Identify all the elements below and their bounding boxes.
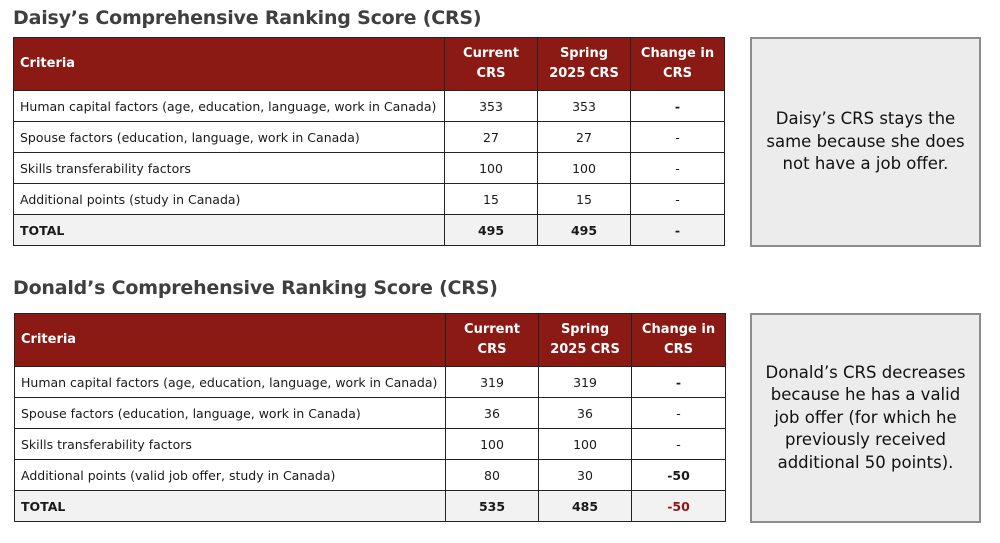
header-criteria: Criteria <box>15 314 446 367</box>
row-change: - <box>631 153 725 184</box>
daisy-section-title: Daisy’s Comprehensive Ranking Score (CRS) <box>13 7 482 29</box>
row-spring: 100 <box>539 429 632 460</box>
total-spring: 485 <box>539 491 632 522</box>
donald-note-text: Donald’s CRS decreases because he has a valid job offer (for which he previously received additional 50 points). <box>765 362 966 472</box>
row-current: 80 <box>446 460 539 491</box>
row-change: - <box>632 398 726 429</box>
row-current: 353 <box>445 91 538 122</box>
row-current: 36 <box>446 398 539 429</box>
row-criteria: Human capital factors (age, education, language, work in Canada) <box>15 367 446 398</box>
row-criteria: Skills transferability factors <box>14 153 445 184</box>
row-criteria: Human capital factors (age, education, language, work in Canada) <box>14 91 445 122</box>
row-spring: 100 <box>538 153 631 184</box>
row-current: 27 <box>445 122 538 153</box>
header-spring-2025-crs: Spring 2025 CRS <box>539 314 632 367</box>
row-current: 100 <box>446 429 539 460</box>
row-change: - <box>632 367 726 398</box>
donald-note-box <box>750 313 981 523</box>
row-spring: 15 <box>538 184 631 215</box>
table-row <box>14 122 725 153</box>
header-criteria: Criteria <box>14 38 445 91</box>
donald-section-title: Donald’s Comprehensive Ranking Score (CRS) <box>13 277 498 299</box>
table-row <box>15 398 726 429</box>
row-current: 319 <box>446 367 539 398</box>
header-change-in-crs: Change in CRS <box>631 38 725 91</box>
daisy-note-text: Daisy’s CRS stays the same because she does not have a job offer. <box>766 109 965 174</box>
row-change: - <box>631 122 725 153</box>
total-label: TOTAL <box>15 491 446 522</box>
row-criteria: Additional points (study in Canada) <box>14 184 445 215</box>
total-change: -50 <box>632 491 726 522</box>
row-spring: 36 <box>539 398 632 429</box>
table-row <box>14 91 725 122</box>
total-current: 495 <box>445 215 538 246</box>
table-row <box>15 367 726 398</box>
daisy-note-box <box>750 37 981 247</box>
row-current: 100 <box>445 153 538 184</box>
total-change: - <box>631 215 725 246</box>
table-row <box>15 460 726 491</box>
row-spring: 30 <box>539 460 632 491</box>
donald-crs-table <box>14 313 726 522</box>
row-spring: 27 <box>538 122 631 153</box>
header-spring-2025-crs: Spring 2025 CRS <box>538 38 631 91</box>
table-row <box>14 153 725 184</box>
row-change: - <box>632 429 726 460</box>
header-current-crs: Current CRS <box>446 314 539 367</box>
row-criteria: Skills transferability factors <box>15 429 446 460</box>
daisy-crs-table <box>13 37 725 246</box>
total-label: TOTAL <box>14 215 445 246</box>
total-spring: 495 <box>538 215 631 246</box>
header-change-in-crs: Change in CRS <box>632 314 726 367</box>
table-header-row <box>14 38 725 91</box>
total-current: 535 <box>446 491 539 522</box>
row-current: 15 <box>445 184 538 215</box>
row-criteria: Spouse factors (education, language, work in Canada) <box>15 398 446 429</box>
table-row <box>15 429 726 460</box>
table-row <box>14 184 725 215</box>
row-criteria: Additional points (valid job offer, study in Canada) <box>15 460 446 491</box>
total-row <box>15 491 726 522</box>
header-current-crs: Current CRS <box>445 38 538 91</box>
total-row <box>14 215 725 246</box>
row-change: - <box>631 91 725 122</box>
row-spring: 353 <box>538 91 631 122</box>
row-criteria: Spouse factors (education, language, work in Canada) <box>14 122 445 153</box>
table-header-row <box>15 314 726 367</box>
row-change: -50 <box>632 460 726 491</box>
row-spring: 319 <box>539 367 632 398</box>
row-change: - <box>631 184 725 215</box>
